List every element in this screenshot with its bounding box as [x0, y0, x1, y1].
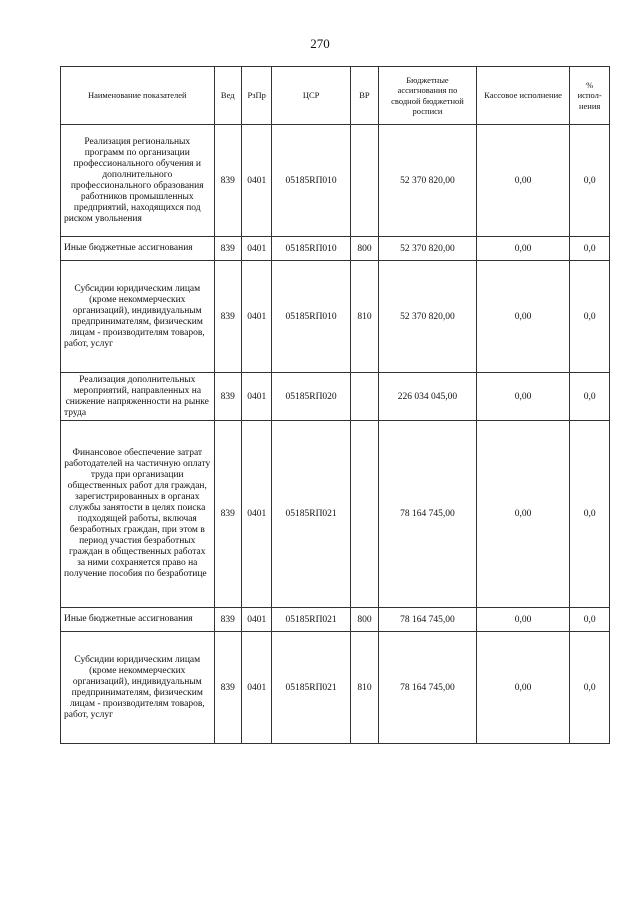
row-budget-cell: 52 370 820,00 [379, 261, 477, 373]
row-name-cell: Субсидии юридическим лицам (кроме некоммерческих организаций), индивидуальным предпринимателям, физическим лицам - производителям товаров, работ, услуг [61, 632, 215, 744]
row-csr-cell: 05185RП010 [272, 125, 350, 237]
row-rzpr-cell: 0401 [241, 608, 272, 632]
row-name-cell: Иные бюджетные ассигнования [61, 237, 215, 261]
header-cash: Кассовое исполнение [476, 67, 570, 125]
row-name-cell: Финансовое обеспечение затрат работодателей на частичную оплату труда при организации общественных работ для граждан, зарегистрированных в органах службы занятости в целях поиска подходящей работы, включая безработных граждан, при этом в период участия безработных граждан в общественных работах за ними сохраняется право на получение пособия по безработице [61, 421, 215, 608]
row-name-cell: Реализация региональных программ по организации профессионального обучения и дополнительного профессионального образования работников промышленных предприятий, находящихся под риском увольнения [61, 125, 215, 237]
row-budget-cell: 52 370 820,00 [379, 237, 477, 261]
row-csr-cell: 05185RП020 [272, 373, 350, 421]
row-percent-cell: 0,0 [570, 237, 610, 261]
row-csr-cell: 05185RП021 [272, 421, 350, 608]
row-percent-cell: 0,0 [570, 125, 610, 237]
row-ved-cell: 839 [214, 608, 241, 632]
row-ved-cell: 839 [214, 373, 241, 421]
row-vr-cell: 800 [350, 608, 378, 632]
row-ved-cell: 839 [214, 632, 241, 744]
row-csr-cell: 05185RП010 [272, 237, 350, 261]
row-cash-cell: 0,00 [476, 608, 570, 632]
header-budget: Бюджетные ассигнования по сводной бюджетной росписи [379, 67, 477, 125]
table-row [61, 373, 610, 421]
row-percent-cell: 0,0 [570, 608, 610, 632]
row-cash-cell: 0,00 [476, 373, 570, 421]
row-budget-cell: 78 164 745,00 [379, 608, 477, 632]
header-percent: % испол- нения [570, 67, 610, 125]
row-ved-cell: 839 [214, 125, 241, 237]
row-budget-cell: 52 370 820,00 [379, 125, 477, 237]
header-ved: Вед [214, 67, 241, 125]
budget-execution-table [60, 66, 610, 744]
row-vr-cell [350, 421, 378, 608]
row-rzpr-cell: 0401 [241, 125, 272, 237]
row-name-cell: Иные бюджетные ассигнования [61, 608, 215, 632]
row-cash-cell: 0,00 [476, 125, 570, 237]
header-rzpr: РзПр [241, 67, 272, 125]
row-csr-cell: 05185RП021 [272, 608, 350, 632]
row-percent-cell: 0,0 [570, 373, 610, 421]
row-vr-cell [350, 125, 378, 237]
table-header-row [61, 67, 610, 125]
header-csr: ЦСР [272, 67, 350, 125]
header-vr: ВР [350, 67, 378, 125]
row-cash-cell: 0,00 [476, 237, 570, 261]
table-row [61, 261, 610, 373]
row-vr-cell: 810 [350, 632, 378, 744]
table-row [61, 237, 610, 261]
row-percent-cell: 0,0 [570, 261, 610, 373]
row-csr-cell: 05185RП010 [272, 261, 350, 373]
table-row [61, 608, 610, 632]
header-name: Наименование показателей [61, 67, 215, 125]
table-row [61, 125, 610, 237]
row-ved-cell: 839 [214, 261, 241, 373]
row-vr-cell: 810 [350, 261, 378, 373]
row-ved-cell: 839 [214, 421, 241, 608]
row-rzpr-cell: 0401 [241, 261, 272, 373]
row-name-cell: Субсидии юридическим лицам (кроме некоммерческих организаций), индивидуальным предпринимателям, физическим лицам - производителям товаров, работ, услуг [61, 261, 215, 373]
row-rzpr-cell: 0401 [241, 632, 272, 744]
row-budget-cell: 78 164 745,00 [379, 632, 477, 744]
row-name-cell: Реализация дополнительных мероприятий, направленных на снижение напряженности на рынке труда [61, 373, 215, 421]
row-ved-cell: 839 [214, 237, 241, 261]
row-rzpr-cell: 0401 [241, 421, 272, 608]
table-row [61, 421, 610, 608]
row-rzpr-cell: 0401 [241, 237, 272, 261]
page-number: 270 [310, 36, 330, 51]
row-csr-cell: 05185RП021 [272, 632, 350, 744]
table-row [61, 632, 610, 744]
row-vr-cell: 800 [350, 237, 378, 261]
row-percent-cell: 0,0 [570, 632, 610, 744]
row-vr-cell [350, 373, 378, 421]
row-cash-cell: 0,00 [476, 261, 570, 373]
row-budget-cell: 78 164 745,00 [379, 421, 477, 608]
row-budget-cell: 226 034 045,00 [379, 373, 477, 421]
row-percent-cell: 0,0 [570, 421, 610, 608]
row-cash-cell: 0,00 [476, 632, 570, 744]
row-cash-cell: 0,00 [476, 421, 570, 608]
row-rzpr-cell: 0401 [241, 373, 272, 421]
